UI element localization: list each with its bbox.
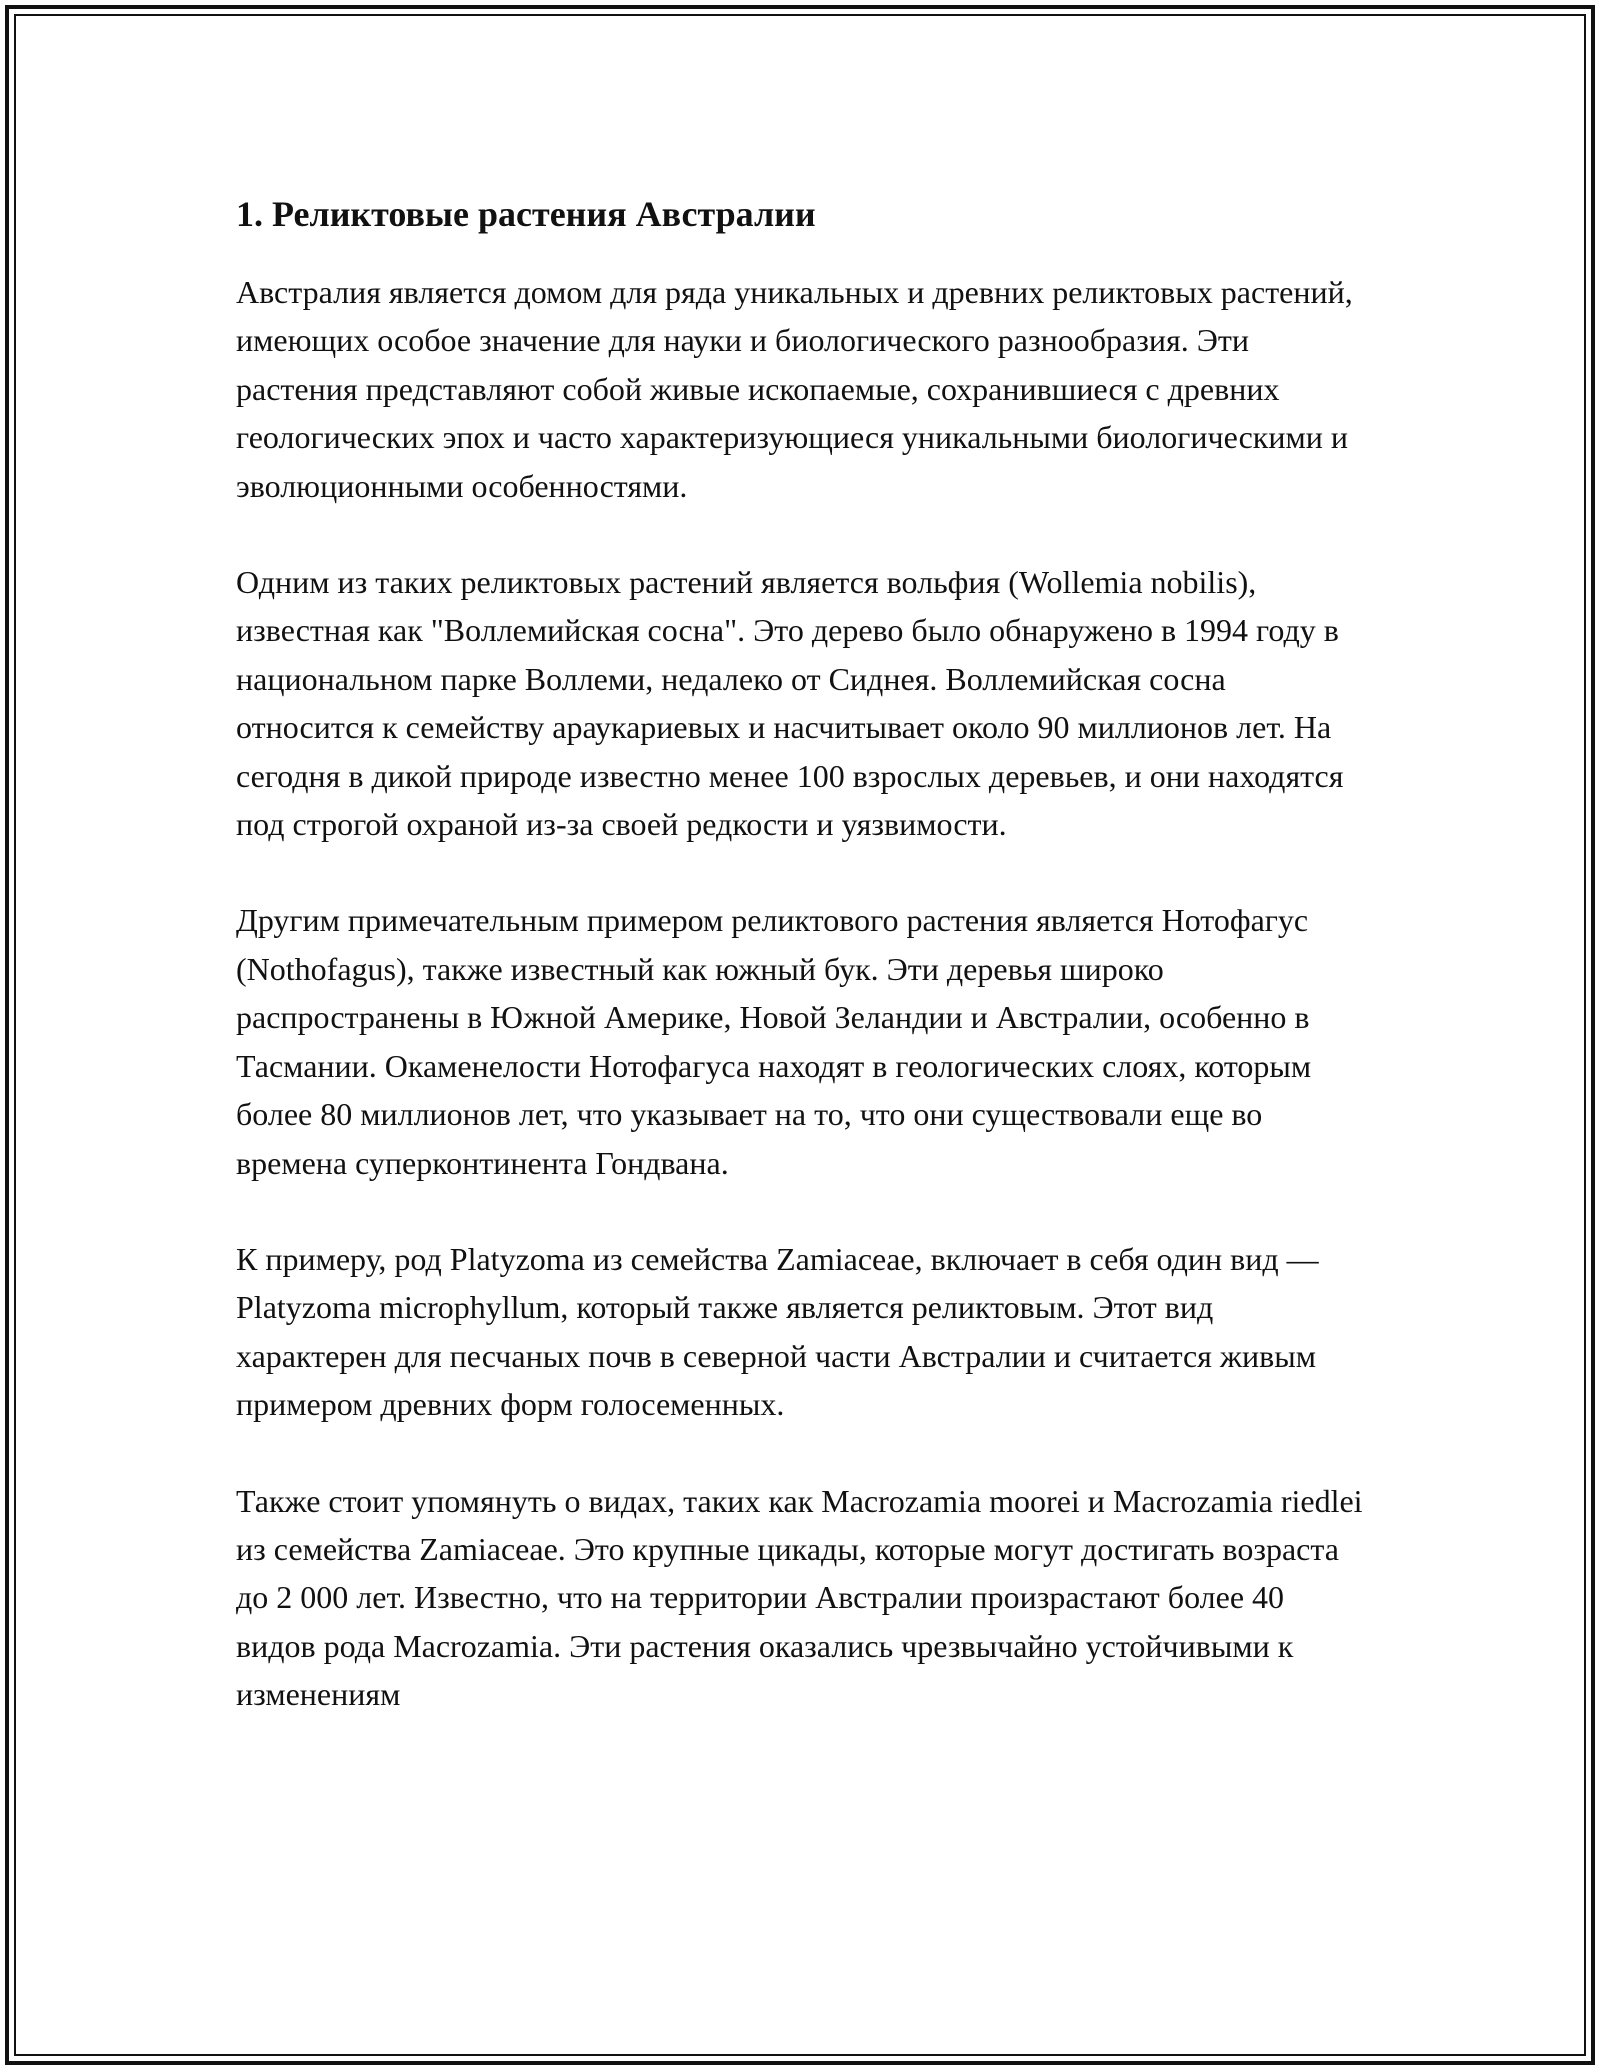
section-heading: 1. Реликтовые растения Австралии: [236, 194, 816, 234]
paragraph-macrozamia: Также стоит упомянуть о видах, таких как Macrozamia moorei и Macrozamia riedlei из семейства Zamiaceae. Это крупные цикады, которые могут достигать возраста до 2 000 лет. Известно, что на территории Австралии произрастают более 40 видов рода Macrozamia. Эти растения оказались чрезвычайно устойчивыми к изменениям: [236, 1482, 1363, 1713]
document-page: [236, 190, 1366, 1767]
paragraph-nothofagus: Другим примечательным примером реликтового растения является Нотофагус (Nothofagus), также известный как южный бук. Эти деревья широко распространены в Южной Америке, Новой Зеландии и Австралии, особенно в Тасмании. Окаменелости Нотофагуса находят в геологических слоях, которым более 80 миллионов лет, что указывает на то, что они существовали еще во времена суперконтинента Гондвана.: [236, 902, 1312, 1181]
paragraph-wollemia: Одним из таких реликтовых растений является вольфия (Wollemia nobilis), известная как "Воллемийская сосна". Это дерево было обнаружено в 1994 году в национальном парке Воллеми, недалеко от Сиднея. Воллемийская сосна относится к семейству араукариевых и насчитывает около 90 миллионов лет. На сегодня в дикой природе известно менее 100 взрослых деревьев, и они находятся под строгой охраной из-за своей редкости и уязвимости.: [236, 564, 1344, 843]
paragraph-intro: Австралия является домом для ряда уникальных и древних реликтовых растений, имеющих особое значение для науки и биологического разнообразия. Эти растения представляют собой живые ископаемые, сохранившиеся с древних геологических эпох и часто характеризующиеся уникальными биологическими и эволюционными особенностями.: [236, 274, 1353, 504]
paragraph-platyzoma: К примеру, род Platyzoma из семейства Zamiaceae, включает в себя один вид — Platyzoma microphyllum, который также является реликтовым. Этот вид характерен для песчаных почв в северной части Австралии и считается живым примером древних форм голосеменных.: [236, 1240, 1319, 1423]
